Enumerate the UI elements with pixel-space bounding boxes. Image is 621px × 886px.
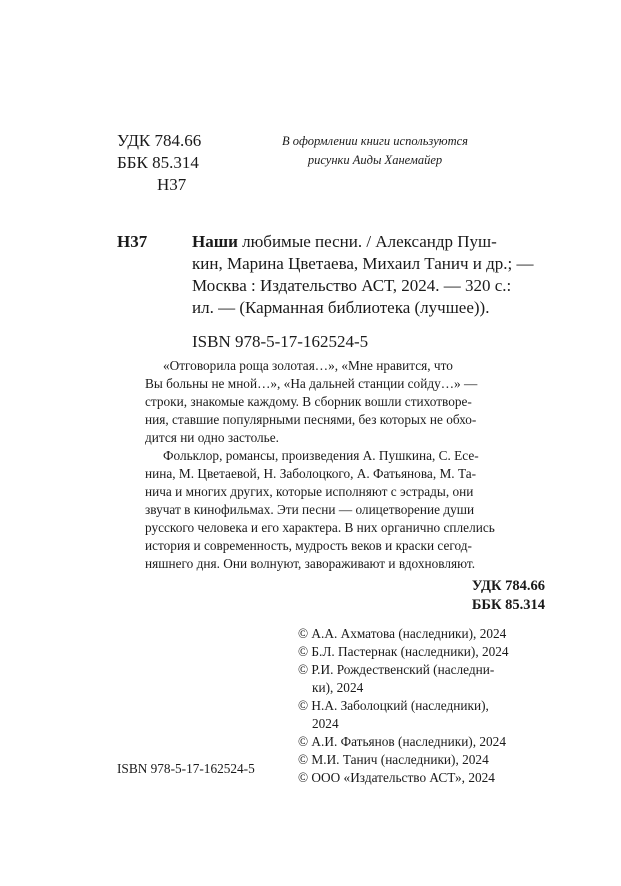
- annotation-line: ния, ставшие популярными песнями, без которых не обхо-: [145, 412, 477, 427]
- annotation-line: звучат в кинофильмах. Эти песни — олицетворение души: [145, 502, 475, 517]
- annotation-line: дится ни одно застолье.: [145, 430, 279, 445]
- annotation-line: Фольклор, романсы, произведения А. Пушкина, С. Есе-: [163, 448, 479, 463]
- annotation-line: няшнего дня. Они волнуют, завораживают и вдохновляют.: [145, 556, 476, 571]
- biblio-line-text: любимые песни. / Александр Пуш-: [237, 232, 497, 251]
- isbn-main: ISBN 978-5-17-162524-5: [192, 332, 369, 351]
- copyright-line: © ООО «Издательство АСТ», 2024: [298, 770, 495, 785]
- copyright-line: © А.А. Ахматова (наследники), 2024: [298, 626, 507, 641]
- illustration-note: [250, 132, 500, 170]
- annotation-line: русского человека и его характера. В них органично сплелись: [145, 520, 495, 535]
- annotation-line: Вы больны не мной…», «На дальней станции сойду…» —: [145, 376, 478, 391]
- annotation-paragraph-2: [145, 447, 545, 573]
- bottom-classification-codes: [450, 577, 545, 615]
- copyright-line: © Б.Л. Пастернак (наследники), 2024: [298, 644, 509, 659]
- biblio-line: Москва : Издательство АСТ, 2024. — 320 с.:: [192, 276, 512, 295]
- copyright-line: © Р.И. Рождественский (наследни-: [298, 662, 495, 677]
- annotation-line: строки, знакомые каждому. В сборник вошли стихотворе-: [145, 394, 472, 409]
- illustration-note-line: В оформлении книги используются: [282, 134, 468, 148]
- illustration-note-line: рисунки Аиды Ханемайер: [307, 153, 443, 167]
- annotation-line: нича и многих других, которые исполняют с эстрады, они: [145, 484, 474, 499]
- catalog-author-mark: Н37: [117, 232, 148, 251]
- annotation: [145, 357, 545, 573]
- bbk-code: ББК 85.314: [117, 153, 199, 172]
- biblio-line: ил. — (Карманная библиотека (лучшее)).: [192, 298, 490, 317]
- biblio-line: [192, 231, 547, 253]
- annotation-line: история и современность, мудрость веков и краски сегод-: [145, 538, 472, 553]
- copyright-line: © М.И. Танич (наследники), 2024: [298, 752, 489, 767]
- annotation-paragraph-1: [145, 357, 545, 447]
- copyright-list: [298, 625, 548, 787]
- udk-code-bottom: УДК 784.66: [471, 578, 545, 594]
- copyright-line: © А.И. Фатьянов (наследники), 2024: [298, 734, 506, 749]
- annotation-line: нина, М. Цветаевой, Н. Заболоцкого, А. Фатьянова, М. Та-: [145, 466, 477, 481]
- isbn-bottom: ISBN 978-5-17-162524-5: [117, 761, 255, 776]
- copyright-line: © Н.А. Заболоцкий (наследники),: [298, 698, 489, 713]
- copyright-line: ки), 2024: [312, 680, 364, 695]
- udk-code: УДК 784.66: [117, 131, 202, 150]
- biblio-line: кин, Марина Цветаева, Михаил Танич и др.; —: [192, 254, 534, 273]
- top-classification-codes: [117, 130, 201, 196]
- copyright-line: 2024: [312, 716, 339, 731]
- book-title-bold: Наши: [192, 232, 238, 251]
- bibliographic-description: [192, 231, 547, 319]
- author-mark: Н37: [157, 175, 187, 194]
- annotation-line: «Отговорила роща золотая…», «Мне нравится, что: [163, 358, 453, 373]
- bbk-code-bottom: ББК 85.314: [471, 597, 545, 613]
